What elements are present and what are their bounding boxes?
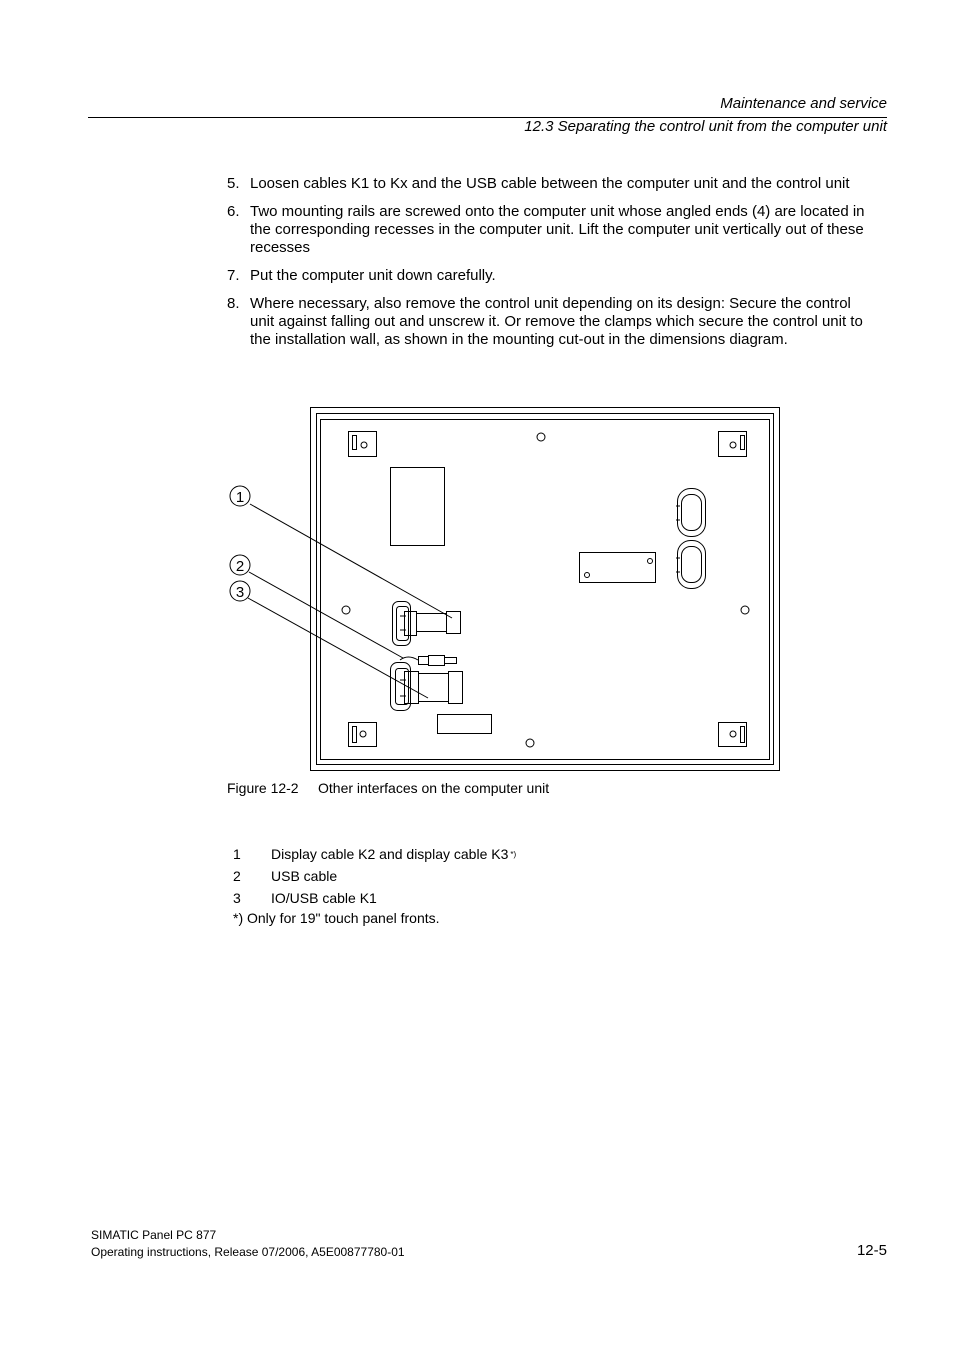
legend-number: 3 (233, 890, 241, 906)
corner-bracket-bottom-left (349, 723, 377, 747)
legend-row (233, 865, 516, 887)
step-item (227, 267, 867, 285)
housing-outer (311, 408, 780, 771)
computer-unit-diagram (227, 400, 787, 775)
callout-marker-2 (230, 555, 250, 575)
figure-label: Figure 12-2 (227, 780, 299, 796)
corner-bracket-top-left (349, 432, 377, 457)
side-clip-lower (676, 541, 706, 589)
step-item (227, 175, 867, 193)
legend-row (233, 843, 516, 865)
legend-text: IO/USB cable K1 (271, 890, 377, 906)
figure-caption-text: Other interfaces on the computer unit (318, 780, 550, 796)
callout-number: 2 (235, 558, 245, 575)
leader-line-2 (249, 572, 403, 658)
figure-caption (227, 780, 549, 796)
step-number: 5. (227, 175, 240, 192)
step-number: 7. (227, 267, 240, 284)
callout-marker-3 (230, 581, 250, 601)
callout-marker-1 (230, 486, 250, 506)
procedure-steps (227, 175, 867, 359)
screw-hole-bottom (526, 739, 534, 747)
screw-hole-right (741, 606, 749, 614)
bottom-slot (438, 715, 492, 734)
legend-number: 1 (233, 846, 241, 862)
footer-product: SIMATIC Panel PC 877 (91, 1228, 217, 1242)
legend-text: USB cable (271, 868, 338, 884)
corner-bracket-bottom-right (719, 723, 747, 747)
footnote: *) Only for 19" touch panel fronts. (233, 910, 440, 926)
side-clip-upper (676, 489, 706, 537)
leader-line-3 (248, 598, 428, 698)
header-subsection-title: 12.3 Separating the control unit from the computer unit (524, 118, 887, 135)
callout-number: 1 (235, 489, 245, 506)
callout-number: 3 (235, 584, 245, 601)
legend-text: Display cable K2 and display cable K3 (271, 846, 509, 862)
legend-footnote-marker: *) (510, 849, 517, 859)
legend-number: 2 (233, 868, 241, 884)
step-item (227, 203, 867, 257)
housing-panel (321, 420, 770, 760)
figure-legend (233, 843, 516, 909)
step-item (227, 295, 867, 349)
footer-release: Operating instructions, Release 07/2006, A5E00877780-01 (91, 1245, 405, 1259)
leader-line-1 (250, 504, 452, 618)
screw-hole-top (537, 433, 545, 441)
housing-inner (317, 414, 774, 765)
legend-row (233, 887, 516, 909)
screw-hole-left (342, 606, 350, 614)
page-number: 12-5 (856, 1242, 887, 1259)
label-plate (391, 468, 445, 546)
nameplate (580, 553, 656, 583)
header-section-title: Maintenance and service (720, 95, 887, 112)
step-text: Two mounting rails are screwed onto the computer unit whose angled ends (4) are located in the corresponding recesses in the computer unit. Lift the computer unit vertically out of these recesses (250, 203, 865, 256)
step-text: Put the computer unit down carefully. (250, 267, 496, 284)
display-cable-connector (393, 602, 461, 646)
io-usb-cable-connector (391, 663, 463, 711)
step-text: Where necessary, also remove the control unit depending on its design: Secure the control unit against falling out and unscrew it. Or remove the clamps which secure the control unit to the installation wall, as shown in the mounting cut-out in the dimensions diagram. (250, 295, 863, 348)
step-text: Loosen cables K1 to Kx and the USB cable between the computer unit and the control unit (250, 175, 850, 192)
step-number: 8. (227, 295, 240, 312)
step-number: 6. (227, 203, 240, 220)
corner-bracket-top-right (719, 432, 747, 457)
